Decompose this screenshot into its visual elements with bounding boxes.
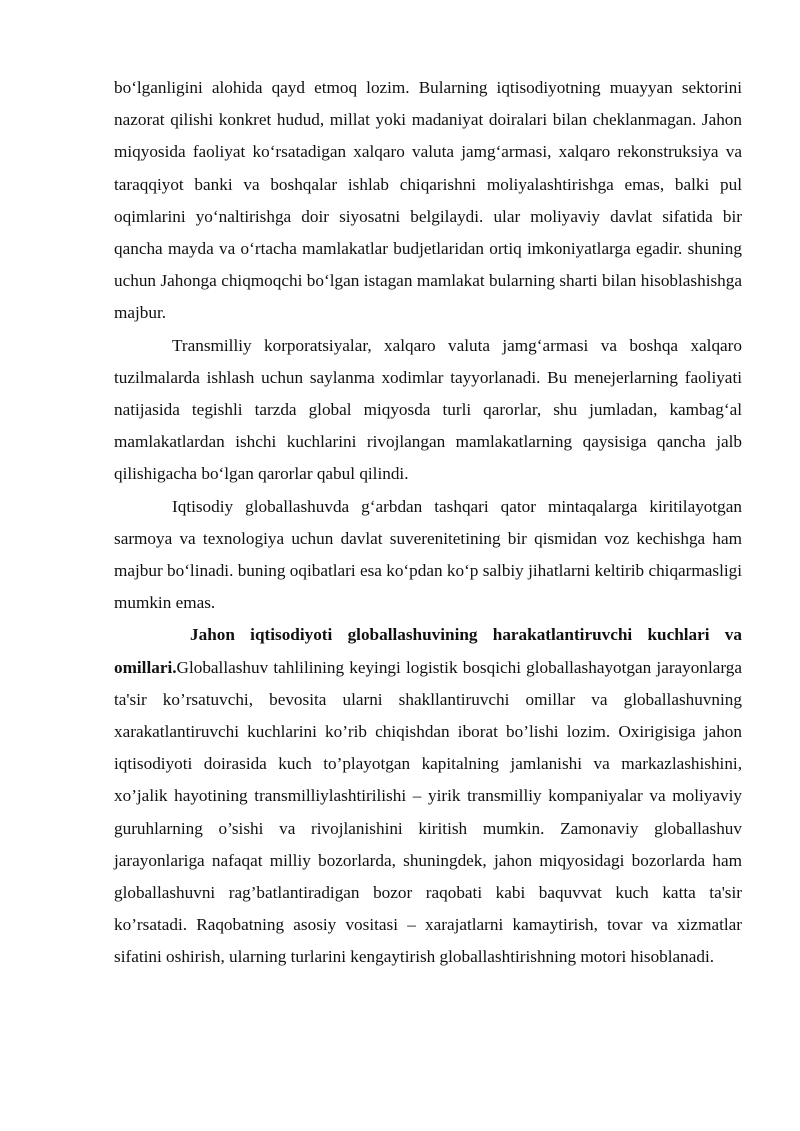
section-heading: Jahon iqtisodiyoti globallashuvining harakatlantiruvchi kuchlari va omillari. — [114, 625, 742, 677]
paragraph-transnational: Transmilliy korporatsiyalar, xalqaro valuta jamg‘armasi va boshqa xalqaro tuzilmalarda ishlash uchun saylanma xodimlar tayyorlanadi. Bu menejerlarning faoliyati natijasida tegishli tarzda global miqyosda turli qarorlar, shu jumladan, kambag‘al mamlakatlardan ishchi kuchlarini rivojlangan mamlakatlarning qaysisiga qancha jalb qilishigacha bo‘lgan qarorlar qabul qilindi. — [114, 335, 742, 484]
paragraph-economic-globalization: Iqtisodiy globallashuvda g‘arbdan tashqari qator mintaqalarga kiritilayotgan sarmoya va texnologiya uchun davlat suverenitetining bir qismidan voz kechishga ham majbur bo‘linadi. buning oqibatlari esa ko‘pdan ko‘p salbiy jihatlarni keltirib chiqarmasligi mumkin emas. — [114, 496, 742, 613]
paragraph-driving-forces — [114, 619, 742, 973]
section-heading-body: Globallashuv tahlilining keyingi logistik bosqichi globallashayotgan jarayonlarga ta'sir ko’rsatuvchi, bevosita ularni shakllantiruvchi omillar va globallashuvning xarakatlantiruvchi kuchlarini ko’rib chiqishdan iborat bo’lishi lozim. Oxirigisiga jahon iqtisodiyoti doirasida kuch to’playotgan kapitalning jamlanishi va markazlashishini, xo’jalik hayotining transmilliylashtirilishi – yirik transmilliy kompaniyalar va moliyaviy guruhlarning o’sishi va rivojlanishini kiritish mumkin. Zamonaviy globallashuv jarayonlariga nafaqat milliy bozorlarda, shuningdek, jahon miqyosidagi bozorlarda ham globallashuvni rag’batlantiradigan bozor raqobati kabi baquvvat kuch katta ta'sir ko’rsatadi. Raqobatning asosiy vositasi – xarajatlarni kamaytirish, tovar va xizmatlar sifatini oshirish, ularning turlarini kengaytirish globallashtirishning motori hisoblanadi. — [114, 657, 742, 967]
document-page — [114, 72, 742, 974]
paragraph-intro: bo‘lganligini alohida qayd etmoq lozim. Bularning iqtisodiyotning muayyan sektorini nazorat qilishi konkret hudud, millat yoki madaniyat doiralari bilan cheklanmagan. Jahon miqyosida faoliyat ko‘rsatadigan xalqaro valuta jamg‘armasi, xalqaro rekonstruksiya va taraqqiyot banki va boshqalar ishlab chiqarishni moliyalashtirishga emas, balki pul oqimlarini yo‘naltirishga doir siyosatni belgilaydi. ular moliyaviy davlat sifatida bir qancha mayda va o‘rtacha mamlakatlar budjetlaridan ortiq imkoniyatlarga egadir. shuning uchun Jahonga chiqmoqchi bo‘lgan istagan mamlakat bularning sharti bilan hisoblashishga majbur. — [114, 78, 742, 323]
